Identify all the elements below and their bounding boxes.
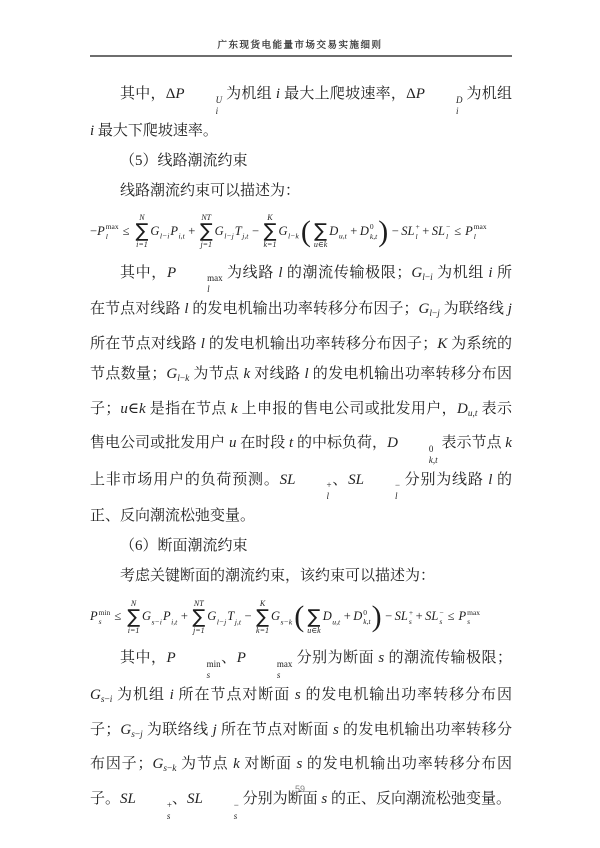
header-title: 广东现货电能量市场交易实施细则 [217,40,383,51]
page-header [0,0,600,57]
paragraph-ramp-rate: 其中，ΔP U i 为机组 i 最大上爬坡速率，ΔP D i 为机组 i 最大下爬坡速率。 [90,86,512,139]
page-footer [0,784,600,794]
paragraph-section-flow-definitions: 其中，P min s 、P max s 分别为断面 s 的潮流传输极限；$G_{s-i}$ 为机组 i 所在节点对断面 s 的发电机输出功率转移分布因子；$G_{s-j}$ 为联络线 j 所在节点对断面 s 的发电机输出功率转移分布因子；$G_{s-k}$ 为节点 k 对断面 s 的发电机输出功率转移分布因子。SL + s 、SL − s 分别为断面 s 的正、反向潮流松弛变量。 [90,650,512,821]
lead-line-flow: 线路潮流约束可以描述为： [120,182,301,199]
heading-line-flow-constraint: （5）线路潮流约束 [120,152,248,169]
formula-line-flow-constraint: − P max l ≤ N ∑ i=1 G l−i P i,t + NT ∑ j=1 G l−j T j,t − K ∑ k=1 G l−k ( ∑ u∈k D u,t + D 0 k,t ) − SL + l + SL − l ≤ P max l [90,212,487,250]
document-content [90,79,512,821]
header-rule [90,55,512,57]
paragraph-line-flow-definitions: 其中，P max l 为线路 l 的潮流传输极限；$G_{l-i}$ 为机组 i 所在节点对线路 l 的发电机输出功率转移分布因子；$G_{l-j}$ 为联络线 j 所在节点对线路 l 的发电机输出功率转移分布因子；K 为系统的节点数量；$G_{l-k}$ 为节点 k 对线路 l 的发电机输出功率转移分布因子；u∈k 是指在节点 k 上申报的售电公司或批发用户，$D_{u,t}$ 表示售电公司或批发用户 u 在时段 t 的中标负荷，D 0 k,t 表示节点 k 上非市场用户的负荷预测。SL + l 、SL − l 分别为线路 l 的正、反向潮流松弛变量。 [90,264,512,525]
lead-section-flow: 考虑关键断面的潮流约束，该约束可以描述为： [120,568,436,585]
heading-section-flow-constraint: （6）断面潮流约束 [120,538,248,555]
page-number: 59 [294,784,305,794]
formula-section-flow-constraint: P min s ≤ N ∑ i=1 G s−i P i,t + NT ∑ j=1 G l−j T j,t − K ∑ k=1 G s−k ( ∑ u∈k D u,t + D 0 k,t ) − SL + s + SL − s ≤ P max s [90,598,481,635]
